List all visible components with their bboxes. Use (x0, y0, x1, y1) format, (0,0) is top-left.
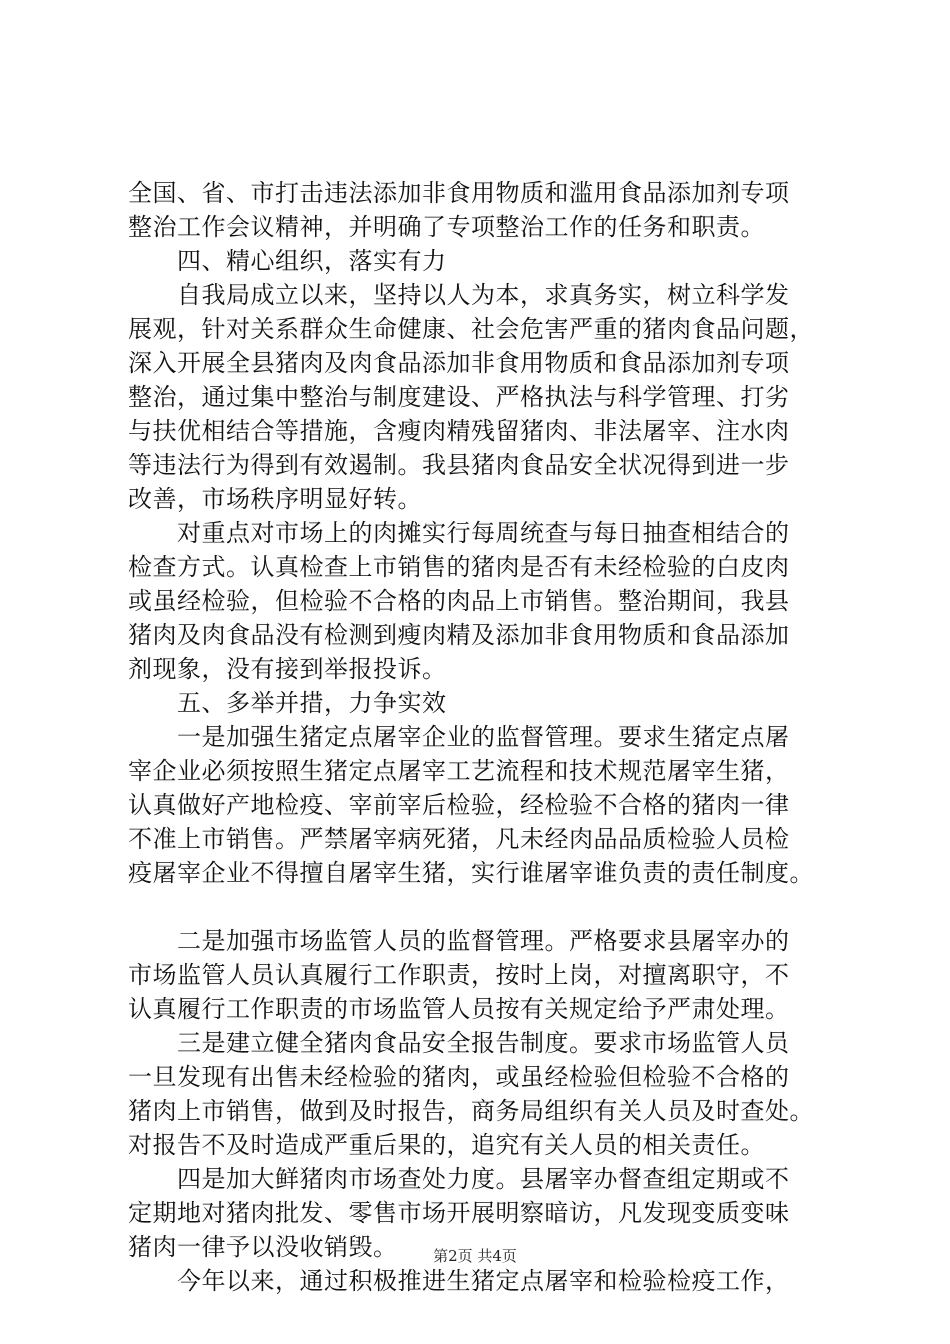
body-line: 自我局成立以来，坚持以人为本，求真务实，树立科学发 (128, 281, 790, 309)
body-line: 展观，针对关系群众生命健康、社会危害严重的猪肉食品问题， (128, 315, 814, 343)
page-number-footer: 第2页 共4页 (433, 1247, 517, 1265)
body-line: 猪肉及肉食品没有检测到瘦肉精及添加非食用物质和食品添加 (128, 621, 790, 649)
body-line: 今年以来，通过积极推进生猪定点屠宰和检验检疫工作， (128, 1267, 790, 1295)
body-line: 等违法行为得到有效遏制。我县猪肉食品安全状况得到进一步 (128, 451, 790, 479)
body-line: 四是加大鲜猪肉市场查处力度。县屠宰办督查组定期或不 (128, 1165, 790, 1193)
body-line: 对报告不及时造成严重后果的，追究有关人员的相关责任。 (128, 1131, 765, 1159)
body-line: 整治工作会议精神，并明确了专项整治工作的任务和职责。 (128, 213, 765, 241)
section-heading: 四、精心组织，落实有力 (128, 247, 447, 275)
body-line: 猪肉一律予以没收销毁。 (128, 1233, 398, 1261)
body-line: 对重点对市场上的肉摊实行每周统查与每日抽查相结合的 (128, 519, 790, 547)
body-line: 整治，通过集中整治与制度建设、严格执法与科学管理、打劣 (128, 383, 790, 411)
body-line: 全国、省、市打击违法添加非食用物质和滥用食品添加剂专项 (128, 179, 790, 207)
body-line: 一是加强生猪定点屠宰企业的监督管理。要求生猪定点屠 (128, 723, 790, 751)
body-line: 猪肉上市销售，做到及时报告，商务局组织有关人员及时查处。 (128, 1097, 814, 1125)
blank-line (128, 890, 828, 924)
body-line: 认真做好产地检疫、宰前宰后检验，经检验不合格的猪肉一律 (128, 791, 790, 819)
body-line: 深入开展全县猪肉及肉食品添加非食用物质和食品添加剂专项 (128, 349, 790, 377)
body-line: 与扶优相结合等措施，含瘦肉精残留猪肉、非法屠宰、注水肉 (128, 417, 790, 445)
body-line: 剂现象，没有接到举报投诉。 (128, 655, 447, 683)
body-line: 宰企业必须按照生猪定点屠宰工艺流程和技术规范屠宰生猪， (128, 757, 790, 785)
body-line: 二是加强市场监管人员的监督管理。严格要求县屠宰办的 (128, 927, 790, 955)
section-heading: 五、多举并措，力争实效 (128, 689, 447, 717)
body-line: 三是建立健全猪肉食品安全报告制度。要求市场监管人员 (128, 1029, 790, 1057)
body-line: 定期地对猪肉批发、零售市场开展明察暗访，凡发现变质变味 (128, 1199, 790, 1227)
body-line: 或虽经检验，但检验不合格的肉品上市销售。整治期间，我县 (128, 587, 790, 615)
body-line: 改善，市场秩序明显好转。 (128, 485, 422, 513)
body-line: 疫屠宰企业不得擅自屠宰生猪，实行谁屠宰谁负责的责任制度。 (128, 859, 814, 887)
body-line: 认真履行工作职责的市场监管人员按有关规定给予严肃处理。 (128, 995, 790, 1023)
body-line: 一旦发现有出售未经检验的猪肉，或虽经检验但检验不合格的 (128, 1063, 790, 1091)
body-line: 不准上市销售。严禁屠宰病死猪，凡未经肉品品质检验人员检 (128, 825, 790, 853)
body-line: 市场监管人员认真履行工作职责，按时上岗，对擅离职守，不 (128, 961, 790, 989)
document-body (128, 176, 828, 1298)
body-line: 检查方式。认真检查上市销售的猪肉是否有未经检验的白皮肉 (128, 553, 790, 581)
